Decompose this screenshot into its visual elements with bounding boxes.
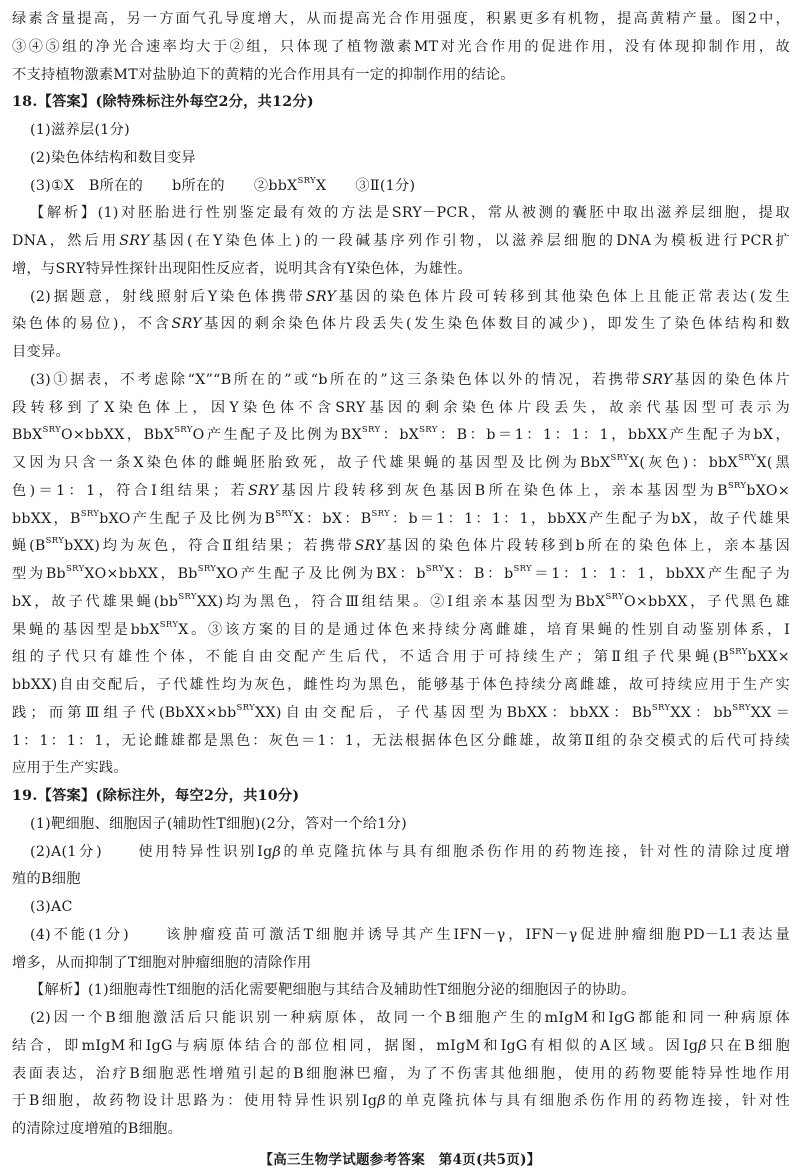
text-line: 结合，即mIgM和IgG与病原体结合的部位相同，据图，mIgM和IgG有相似的A区域。因Igβ只在B细胞 xyxy=(12,1038,790,1054)
text-line: (3)①据表，不考虑除“X”“B所在的”或“b所在的”这三条染色体以外的情况，若携带SRY基因的染色体片 xyxy=(30,372,790,388)
text-line: 表面表达，治疗B细胞恶性增殖引起的B细胞淋巴瘤，为了不伤害其他细胞，使用的药物要能特异性地作用 xyxy=(12,1066,790,1082)
q18-answer-heading: 18.【答案】(除特殊标注外每空2分，共12分) xyxy=(12,94,314,110)
q19-analysis-heading: 【解析】(1)细胞毒性T细胞的活化需要靶细胞与其结合及辅助性T细胞分泌的细胞因子的协助。 xyxy=(30,982,636,998)
text-line: bbXX)自由交配后，子代雄性均为灰色，雌性均为黑色，能够基于体色持续分离雌雄，故可持续应用于生产实 xyxy=(12,677,790,693)
text-line: 1：1：1：1，无论雌雄都是黑色：灰色＝1：1，无法根据体色区分雌雄，故第Ⅱ组的杂交模式的后代可持续 xyxy=(12,733,790,749)
page-footer: 【高三生物学试题参考答案 第4页(共5页)】 xyxy=(259,1152,541,1168)
q19-answer-heading: 19.【答案】(除标注外，每空2分，共10分) xyxy=(12,788,300,804)
text-line: 又因为只含一条X染色体的雌蝇胚胎致死，故子代雄果蝇的基因型及比例为BbX$^{SRY}$X(灰色)：bbX$^{SRY}$X(黑 xyxy=(12,453,790,471)
text-line: bX，故子代雄果蝇$(bb^{SRY}XX)$均为黑色，符合Ⅲ组结果。②Ⅰ组亲本基因型为BbX$^{SRY}$O×bbXX，子代黑色雄 xyxy=(12,592,790,610)
text-line: (3)AC xyxy=(30,899,73,915)
text-line: 殖的B细胞 xyxy=(12,871,81,887)
text-line: 践；而第Ⅲ组子代$(BbXX\times bb^{SRY}XX)$自由交配后，子代基因型为BbXX：bbXX：$Bb^{SRY}XX$：$bb^{SRY}XX=$ xyxy=(12,703,790,721)
text-line: 染色体的易位)，不含SRY基因的剩余染色体片段丢失(发生染色体数目的减少)，即发生了染色体结构和数 xyxy=(12,316,790,332)
text-line: (1)滋养层(1分) xyxy=(30,122,130,138)
text-line: (2)染色体结构和数目变异 xyxy=(30,150,196,166)
text-line: 增，与SRY特异性探针出现阳性反应者，说明其含有Y染色体，为雄性。 xyxy=(12,261,473,277)
text-line: BbX$^{SRY}$O×bbXX，BbX$^{SRY}$O产生配子及比例为$BX^{SRY}$：$bX^{SRY}$：B：b＝1：1：1：1，bbXX产生配子为bX， xyxy=(12,425,790,443)
text-line: 于B细胞，故药物设计思路为：使用特异性识别Igβ的单克隆抗体与具有细胞杀伤作用的药物连接，针对性 xyxy=(12,1093,790,1109)
text-line: (3)①X B所在的 b所在的 ②bbX$^{SRY}$X ③Ⅱ(1分) xyxy=(30,176,416,194)
text-line: (4)不能(1分) 该肿瘤疫苗可激活T细胞并诱导其产生IFN－γ，IFN－γ促进肿瘤细胞PD－L1表达量 xyxy=(30,927,790,943)
text-line: 应用于生产实践。 xyxy=(12,760,128,776)
text-line: (1)靶细胞、细胞因子(辅助性T细胞)(2分，答对一个给1分) xyxy=(30,816,407,832)
text-line: 目变异。 xyxy=(12,344,70,360)
text-line: DNA，然后用SRY基因(在Y染色体上)的一段碱基序列作引物，以滋养层细胞的DNA为模板进行PCR扩 xyxy=(12,233,790,249)
text-line: 组的子代只有雄性个体，不能自由交配产生后代，不适合用于可持续生产；第Ⅱ组子代果蝇($B^{SRY}bXX\times$ xyxy=(12,647,790,665)
text-line: 果蝇的基因型是bbX$^{SRY}$X。③该方案的目的是通过体色来持续分离雌雄，培育果蝇的性别自动鉴别体系，Ⅰ xyxy=(12,620,790,638)
text-line: 增多，从而抑制了T细胞对肿瘤细胞的清除作用 xyxy=(12,955,312,971)
q18-analysis-heading: 【解析】(1)对胚胎进行性别鉴定最有效的方法是SRY－PCR，常从被测的囊胚中取出滋养层细胞，提取 xyxy=(30,205,790,221)
text-line: ③④⑤组的净光合速率均大于②组，只体现了植物激素MT对光合作用的促进作用，没有体现抑制作用，故 xyxy=(12,39,790,55)
text-line: (2)因一个B细胞激活后只能识别一种病原体，故同一个B细胞产生的mIgM和IgG都能和同一种病原体 xyxy=(30,1010,790,1026)
text-line: 蝇$(B^{SRY}bXX)$均为灰色，符合Ⅱ组结果；若携带SRY基因的染色体片段转移到b所在的染色体上，亲本基因 xyxy=(12,536,790,554)
text-line: (2)据题意，射线照射后Y染色体携带SRY基因的染色体片段可转移到其他染色体上且能正常表达(发生 xyxy=(30,289,790,305)
text-line: 型为$Bb^{SRY}XO\times bbXX$，$Bb^{SRY}XO$产生配子及比例为BX：$b^{SRY}X$：B：$b^{SRY}=1$：1：1：1，bbXX产生配子为 xyxy=(12,564,790,582)
text-line: 绿素含量提高，另一方面气孔导度增大，从而提高光合作用强度，积累更多有机物，提高黄精产量。图2中， xyxy=(12,11,790,27)
text-line: 色)＝1：1，符合Ⅰ组结果；若SRY基因片段转移到灰色基因B所在染色体上，亲本基因型为$B^{SRY}bXO\times$ xyxy=(12,481,790,499)
text-line: bbXX，$B^{SRY}bXO$产生配子及比例为$B^{SRY}X$：bX：$B^{SRY}$：b＝1：1：1：1，bbXX产生配子为bX，故子代雄果 xyxy=(12,509,790,527)
text-line: 段转移到了X染色体上，因Y染色体不含SRY基因的剩余染色体片段丢失，故亲代基因型可表示为 xyxy=(12,400,790,416)
text-line: 不支持植物激素MT对盐胁迫下的黄精的光合作用具有一定的抑制作用的结论。 xyxy=(12,67,515,83)
text-line: (2)A(1分) 使用特异性识别Igβ的单克隆抗体与具有细胞杀伤作用的药物连接，针对性的清除过度增 xyxy=(30,844,790,860)
text-line: 的清除过度增殖的B细胞。 xyxy=(12,1121,183,1137)
